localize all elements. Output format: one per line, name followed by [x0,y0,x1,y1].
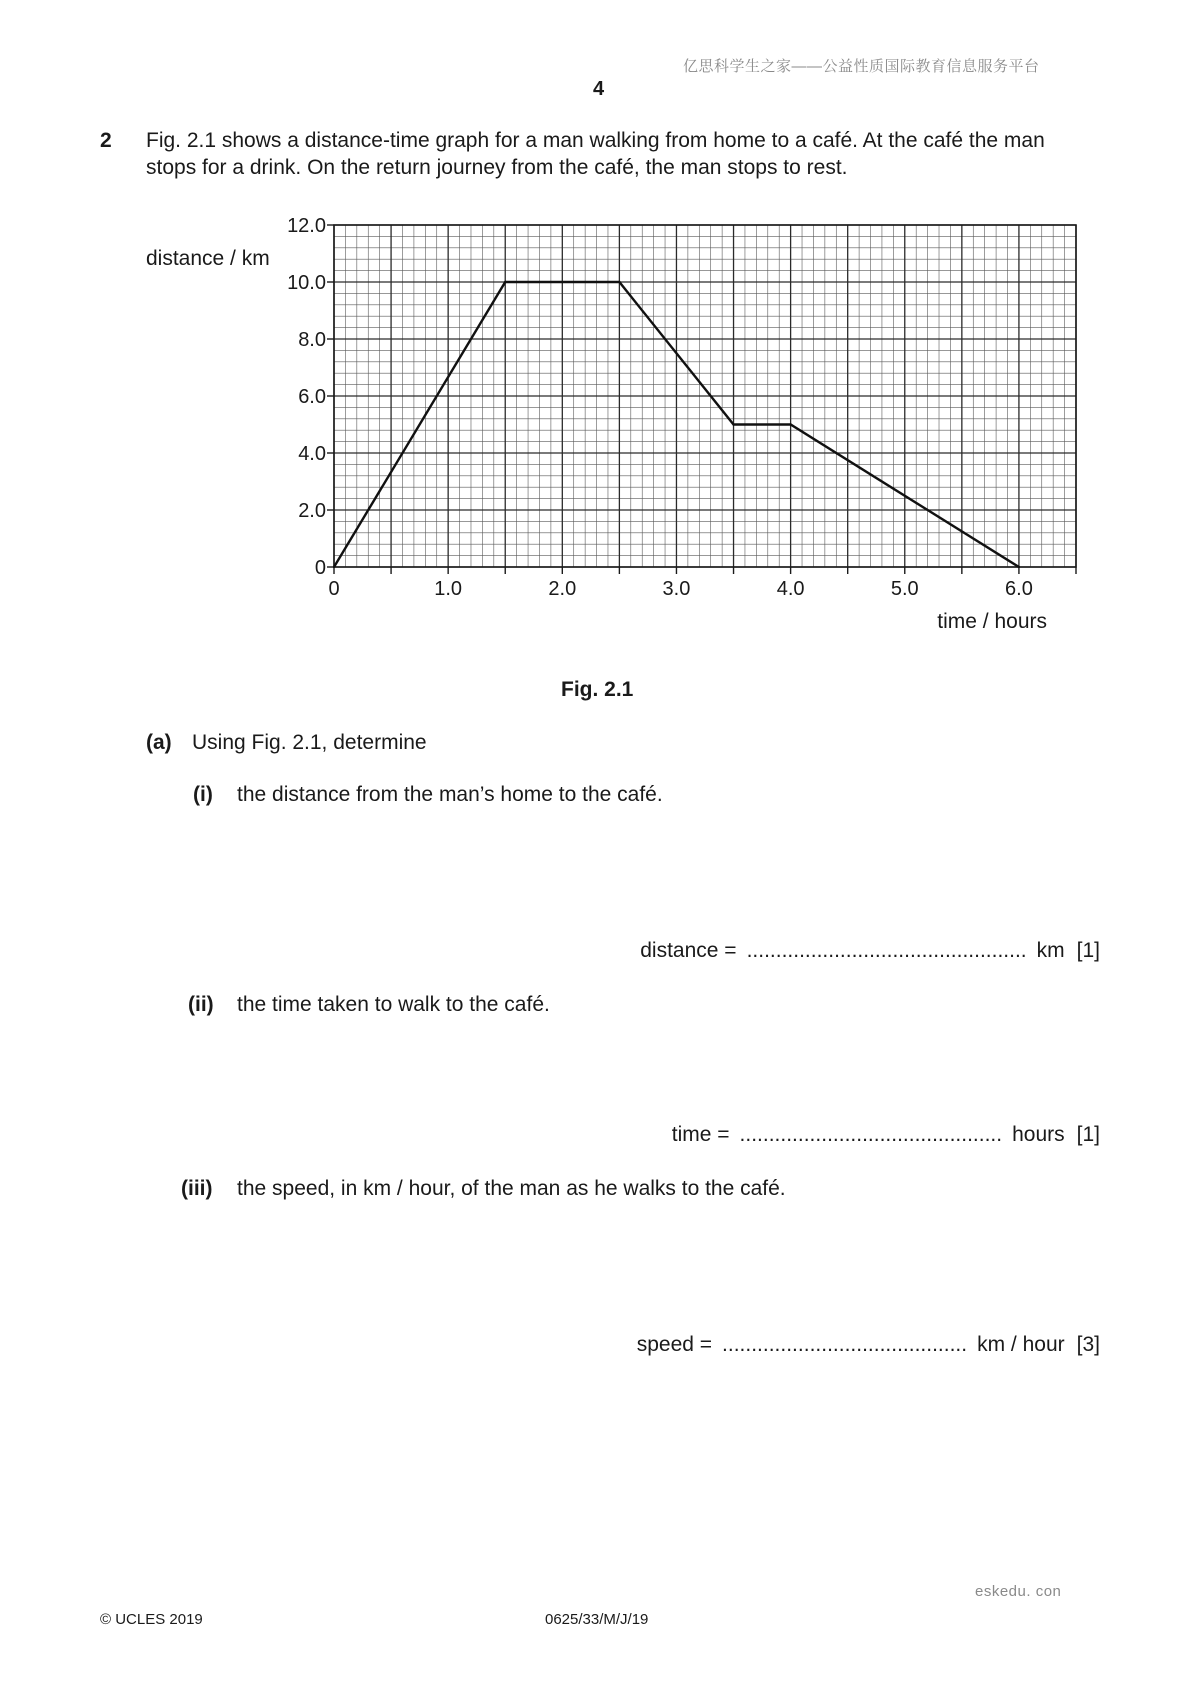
marks: [1] [1076,939,1100,962]
item-iii-label: (iii) [181,1177,213,1200]
y-tick-label: 6.0 [298,386,326,408]
x-tick-label: 3.0 [662,578,691,600]
x-tick-label: 0 [328,578,340,600]
footer-site: eskedu. con [975,1583,1062,1600]
answer-line-time[interactable] [672,1123,1100,1147]
answer-dots[interactable]: ................................................ [746,939,1027,962]
item-iii-text: the speed, in km / hour, of the man as he walks to the café. [237,1177,786,1200]
answer-unit: hours [1012,1123,1065,1146]
x-axis-label: time / hours [937,610,1047,633]
marks: [3] [1076,1333,1100,1356]
item-ii-label: (ii) [188,993,214,1016]
x-tick-label: 2.0 [548,578,577,600]
y-axis-label: distance / km [146,247,270,270]
item-i-text: the distance from the man’s home to the café. [237,783,663,806]
x-tick-label: 4.0 [776,578,805,600]
item-ii-text: the time taken to walk to the café. [237,993,550,1016]
answer-unit: km / hour [977,1333,1065,1356]
watermark-text: 亿思科学生之家——公益性质国际教育信息服务平台 [683,58,1040,75]
part-a-text: Using Fig. 2.1, determine [192,731,427,754]
y-tick-label: 12.0 [287,215,326,237]
answer-dots[interactable]: ............................................. [739,1123,1003,1146]
footer-copyright: © UCLES 2019 [100,1611,203,1628]
part-a-label: (a) [146,731,172,754]
y-tick-label: 4.0 [298,443,326,465]
data-point [1018,566,1020,568]
x-tick-label: 5.0 [890,578,919,600]
x-tick-label: 1.0 [434,578,463,600]
question-number: 2 [100,129,112,152]
footer-code: 0625/33/M/J/19 [545,1611,649,1628]
data-point [732,423,734,425]
page-number: 4 [593,78,605,100]
y-tick-label: 8.0 [298,329,326,351]
distance-time-graph [0,0,1191,660]
major-gridlines [334,225,1076,567]
x-tick-label: 6.0 [1005,578,1033,600]
y-tick-label: 2.0 [298,500,326,522]
question-intro-line2: stops for a drink. On the return journey from the café, the man stops to rest. [146,156,848,179]
answer-line-speed[interactable] [637,1333,1100,1357]
answer-dots[interactable]: .......................................... [722,1333,968,1356]
data-point [333,566,335,568]
item-i-label: (i) [193,783,213,806]
answer-label: distance = [640,939,737,962]
marks: [1] [1076,1123,1100,1146]
data-point [618,281,620,283]
answer-label: speed = [636,1333,713,1356]
y-tick-labels [287,215,326,579]
x-tick-labels [328,578,1032,600]
data-point [504,281,506,283]
answer-unit: km [1036,939,1065,962]
answer-label: time = [671,1123,730,1146]
question-intro-line1: Fig. 2.1 shows a distance-time graph for a man walking from home to a café. At the café the man [146,129,1045,152]
figure-caption: Fig. 2.1 [561,678,634,701]
y-tick-label: 0 [314,557,326,579]
y-tick-label: 10.0 [287,272,326,294]
data-point [789,423,791,425]
answer-line-distance[interactable] [640,939,1100,963]
